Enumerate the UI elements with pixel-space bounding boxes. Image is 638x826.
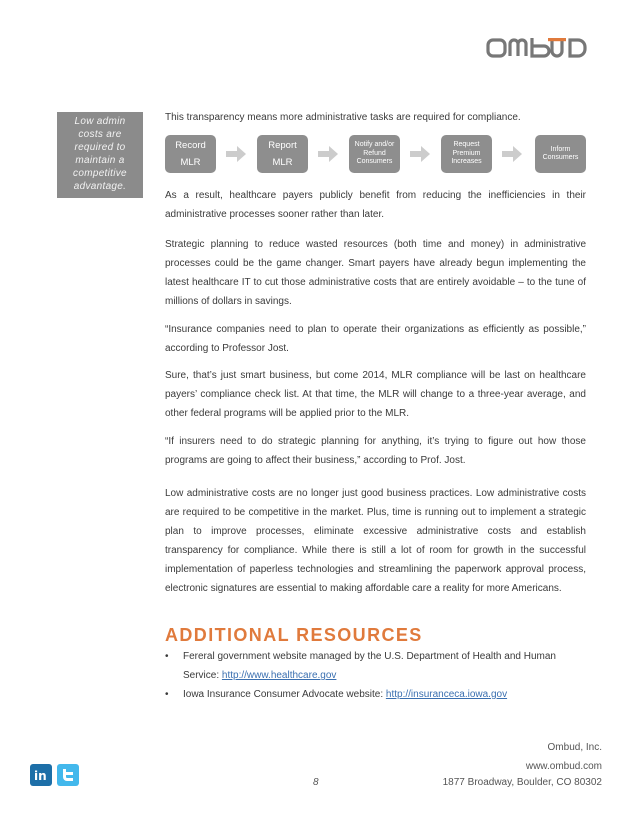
resources-list — [165, 647, 586, 704]
flow-step-report-mlr — [257, 135, 308, 173]
body-paragraph: Low administrative costs are no longer just good business practices. Low administrative costs are required to be competitive in the market. Plus, time is running out to implement a strategic plan to improve processes, eliminate excessive administrative costs and establish transparency for compliance. While there is still a lot of room for growth in the successful implementation of paperless technologies and streamlining the paperwork approval process, electronic signatures are essential to making affordable care a reality for more Americans. — [165, 488, 586, 594]
additional-resources-heading: ADDITIONAL RESOURCES — [165, 625, 423, 645]
flow-arrow-icon — [410, 146, 430, 162]
linkedin-glyph: in — [34, 769, 47, 783]
footer-company: Ombud, Inc. — [547, 742, 602, 753]
healthcare-gov-link[interactable]: http://www.healthcare.gov — [221, 670, 337, 681]
linkedin-icon[interactable] — [30, 764, 52, 786]
footer-website: www.ombud.com — [525, 761, 602, 772]
flow-step-label: Report MLR — [268, 140, 297, 168]
intro-text: This transparency means more administrative tasks are required for compliance. — [165, 112, 521, 123]
flow-step-label: Request Premium Increases — [451, 141, 482, 166]
flow-step-request-premium — [441, 135, 492, 173]
resource-text: Fereral government website managed by the U.S. Department of Health and Human Service: — [183, 651, 556, 681]
list-item — [165, 647, 586, 685]
flow-step-record-mlr — [165, 135, 216, 173]
page-number: 8 — [313, 777, 319, 788]
footer-address: 1877 Broadway, Boulder, CO 80302 — [442, 777, 602, 788]
body-paragraph: Sure, that’s just smart business, but come 2014, MLR compliance will be last on healthcare payers’ compliance check list. At that time, the MLR will change to a three-year average, and other federal programs will be applied prior to the MLR. — [165, 370, 586, 419]
flow-step-notify-refund — [349, 135, 400, 173]
flow-arrow-icon — [226, 146, 246, 162]
body-paragraph: As a result, healthcare payers publicly benefit from reducing the inefficiencies in their administrative processes sooner rather than later. — [165, 190, 586, 220]
flow-arrow-icon — [502, 146, 522, 162]
flow-step-label: Record MLR — [175, 140, 206, 168]
sidebar-callout-text: Low admin costs are required to maintain a competitive advantage. — [73, 116, 127, 192]
body-paragraph: Strategic planning to reduce wasted resources (both time and money) in administrative processes could be the game changer. Smart payers have already begun implementing the latest healthcare IT to cut those administrative costs that are entirely avoidable – to the tune of millions of dollars in savings. — [165, 239, 586, 307]
flow-step-label: Inform Consumers — [542, 145, 579, 161]
body-paragraph: “If insurers need to do strategic planning for anything, it’s trying to figure out how those programs are going to affect their business,” according to Prof. Jost. — [165, 436, 586, 466]
flow-arrow-icon — [318, 146, 338, 162]
flow-step-inform-consumers — [535, 135, 586, 173]
flow-step-label: Notify and/or Refund Consumers — [354, 141, 395, 166]
mlr-process-flow — [165, 135, 586, 173]
twitter-icon[interactable] — [57, 764, 79, 786]
resource-text: Iowa Insurance Consumer Advocate website: — [183, 689, 386, 700]
ombud-logo — [486, 34, 602, 60]
sidebar-callout — [57, 112, 143, 198]
list-item — [165, 685, 586, 704]
body-paragraph: “Insurance companies need to plan to operate their organizations as efficiently as possible,” according to Professor Jost. — [165, 324, 586, 354]
insuranceca-link[interactable]: http://insuranceca.iowa.gov — [385, 689, 508, 700]
social-links — [30, 764, 79, 786]
